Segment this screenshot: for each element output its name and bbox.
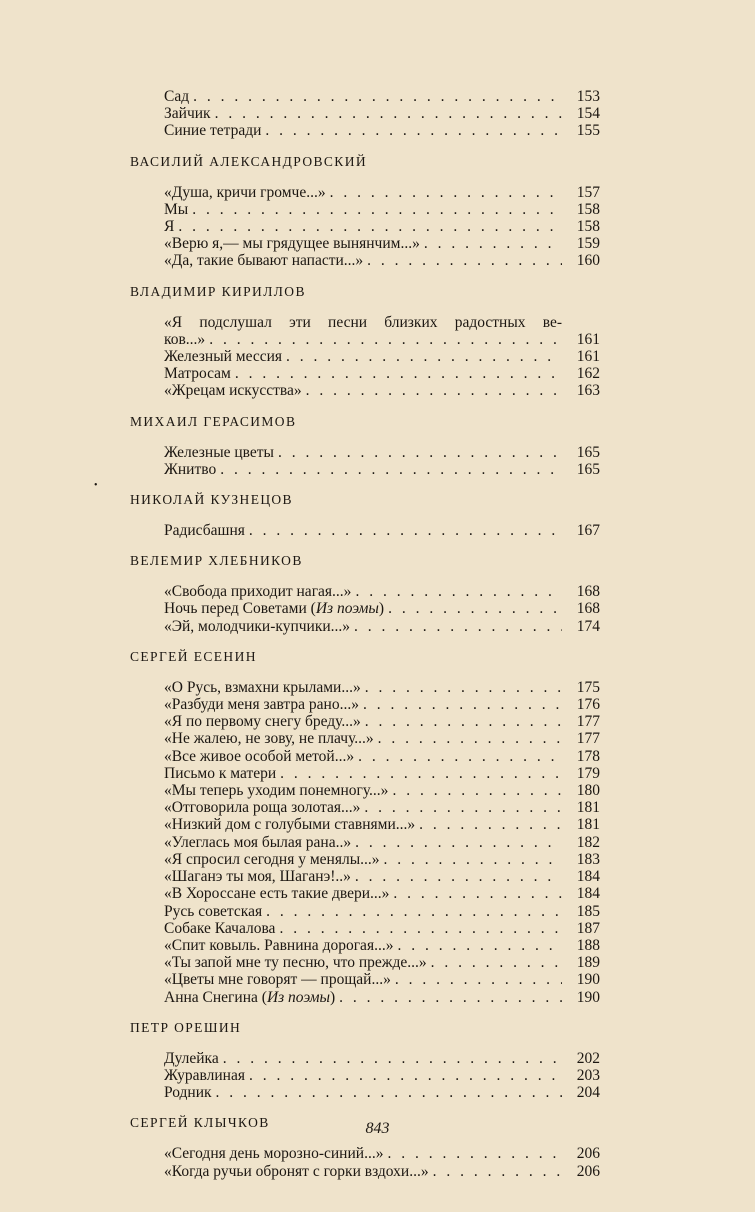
entry-title: Родник [164,1084,212,1102]
toc-entry [130,971,600,988]
toc-entry-first-line: «Я подслушал эти песни близких радостных ве- [164,313,562,331]
print-speck: • [94,480,98,491]
toc-entry [130,851,600,868]
toc-entry [130,331,600,348]
entry-page: 187 [576,919,600,937]
entry-page: 206 [576,1145,600,1163]
toc-entry [130,618,600,635]
toc-group-esenin [130,679,600,1006]
entry-title: Дулейка [164,1049,219,1067]
toc-entry [130,1050,600,1067]
entry-title: «Отговорила роща золотая...» [164,799,361,817]
entry-title: «Не жалею, не зову, не плачу...» [164,730,374,748]
toc-entry [130,600,600,617]
entry-title: «В Хороссане есть такие двери...» [164,885,390,903]
entry-title: «Когда ручьи обронят с горки вздохи...» [164,1162,429,1180]
entry-page: 162 [576,365,600,383]
toc-entry [130,696,600,713]
entry-page: 160 [576,252,600,270]
toc-entry [130,679,600,696]
toc-group [130,1050,600,1102]
entry-page: 179 [576,764,600,782]
entry-title: Синие тетради [164,122,262,140]
entry-title: «Ты запой мне ту песню, что прежде...» [164,954,427,972]
entry-page: 184 [576,885,600,903]
entry-title: Железные цветы [164,443,274,461]
toc-entry [130,105,600,122]
entry-title: «Мы теперь уходим понемногу...» [164,782,389,800]
toc-entry [130,122,600,139]
toc-entry [130,522,600,539]
entry-title: Зайчик [164,105,211,123]
toc-entry [130,885,600,902]
author-heading: ВАСИЛИЙ АЛЕКСАНДРОВСКИЙ [130,153,368,169]
entry-title: Жнитво [164,460,217,478]
toc-group-continued [130,88,600,140]
entry-page: 190 [576,971,600,989]
entry-title: ков...» [164,330,206,348]
toc-entry [130,799,600,816]
toc-entry [130,989,600,1006]
toc-entry [130,748,600,765]
page-number: 843 [365,1120,390,1137]
entry-title: «Верю я,— мы грядущее вынянчим...» [164,235,420,253]
author-heading: ПЕТР ОРЕШИН [130,1019,242,1035]
entry-page: 188 [576,936,600,954]
entry-page: 176 [576,696,600,714]
entry-title: Радисбашня [164,522,245,540]
entry-page: 153 [576,88,600,105]
entry-title: «Да, такие бывают напасти...» [164,252,364,270]
toc-group [130,583,600,635]
entry-title: Я [164,218,175,236]
toc-entry [130,583,600,600]
toc-entry [130,382,600,399]
entry-page: 204 [576,1084,600,1102]
entry-title: «Сегодня день морозно-синий...» [164,1145,384,1163]
entry-page: 165 [576,443,600,461]
entry-title: Анна Снегина (Из поэмы) [164,988,336,1006]
toc-entry [130,816,600,833]
entry-page: 168 [576,583,600,601]
entry-page: 163 [576,382,600,400]
entry-page: 182 [576,833,600,851]
author-heading: СЕРГЕЙ ЕСЕНИН [130,648,257,664]
toc-entry [130,218,600,235]
author-heading: ВЛАДИМИР КИРИЛЛОВ [130,283,306,299]
toc-group [130,314,600,400]
entry-page: 157 [576,183,600,201]
entry-title: Русь советская [164,902,263,920]
toc-entry [130,920,600,937]
entry-page: 154 [576,105,600,123]
entry-page: 185 [576,902,600,920]
toc-entry [130,235,600,252]
toc-group [130,1145,600,1179]
toc-entry [130,782,600,799]
entry-title: Железный мессия [164,348,283,366]
author-heading: НИКОЛАЙ КУЗНЕЦОВ [130,492,293,508]
entry-page: 165 [576,460,600,478]
entry-page: 175 [576,678,600,696]
toc-group [130,184,600,270]
toc-entry [130,1067,600,1084]
entry-page: 202 [576,1049,600,1067]
toc-entry [130,903,600,920]
entry-title: Сад [164,88,190,105]
toc-entry [130,365,600,382]
toc-entry [130,937,600,954]
entry-title: «Спит ковыль. Равнина дорогая...» [164,936,394,954]
toc-entry [130,1145,600,1162]
entry-title: Матросам [164,365,231,383]
entry-page: 159 [576,235,600,253]
entry-page: 167 [576,522,600,540]
toc-entry [130,868,600,885]
entry-page: 190 [576,988,600,1006]
toc-entry [130,184,600,201]
entry-title: «Эй, молодчики-купчики...» [164,617,351,635]
toc-entry [130,1084,600,1101]
entry-title: Ночь перед Советами (Из поэмы) [164,600,385,618]
entry-title: «Душа, кричи громче...» [164,183,326,201]
entry-title: «Я по первому снегу бреду...» [164,713,361,731]
toc-group [130,444,600,478]
entry-page: 177 [576,713,600,731]
toc-entry [130,954,600,971]
author-heading: ВЕЛЕМИР ХЛЕБНИКОВ [130,553,303,569]
entry-title: «Шаганэ ты моя, Шаганэ!..» [164,868,351,886]
entry-page: 180 [576,782,600,800]
entry-title: «Цветы мне говорят — прощай...» [164,971,391,989]
entry-title: Собаке Качалова [164,919,276,937]
entry-page: 158 [576,218,600,236]
entry-page: 181 [576,816,600,834]
entry-page: 183 [576,850,600,868]
toc-entry [130,461,600,478]
toc-entry [130,765,600,782]
entry-page: 155 [576,122,600,140]
entry-page: 181 [576,799,600,817]
entry-title: «Жрецам искусства» [164,382,302,400]
entry-page: 206 [576,1162,600,1180]
entry-title: Письмо к матери [164,764,277,782]
toc-entry [130,252,600,269]
toc-entry [130,713,600,730]
entry-page: 203 [576,1066,600,1084]
toc-entry [130,201,600,218]
entry-title: «Свобода приходит нагая...» [164,583,352,601]
entry-page: 178 [576,747,600,765]
entry-page: 189 [576,954,600,972]
toc-entry [130,348,600,365]
entry-title: Мы [164,200,189,218]
toc-entry [130,444,600,461]
entry-page: 177 [576,730,600,748]
toc-entry [130,730,600,747]
entry-page: 158 [576,200,600,218]
entry-page: 161 [576,330,600,348]
entry-page: 161 [576,348,600,366]
entry-title: «О Русь, взмахни крылами...» [164,678,361,696]
toc-entry [130,1163,600,1180]
toc-entry [130,88,600,105]
entry-title: «Улеглась моя былая рана..» [164,833,352,851]
table-of-contents [130,88,600,1180]
author-heading: СЕРГЕЙ КЛЫЧКОВ [130,1115,270,1131]
entry-page: 168 [576,600,600,618]
author-heading: МИХАИЛ ГЕРАСИМОВ [130,413,297,429]
entry-title: «Все живое особой метой...» [164,747,355,765]
toc-entry [130,834,600,851]
entry-title: Журавлиная [164,1066,245,1084]
entry-page: 184 [576,868,600,886]
entry-page: 174 [576,617,600,635]
toc-group [130,522,600,539]
entry-title: «Разбуди меня завтра рано...» [164,696,359,714]
entry-title: «Низкий дом с голубыми ставнями...» [164,816,416,834]
entry-title: «Я спросил сегодня у менялы...» [164,850,380,868]
